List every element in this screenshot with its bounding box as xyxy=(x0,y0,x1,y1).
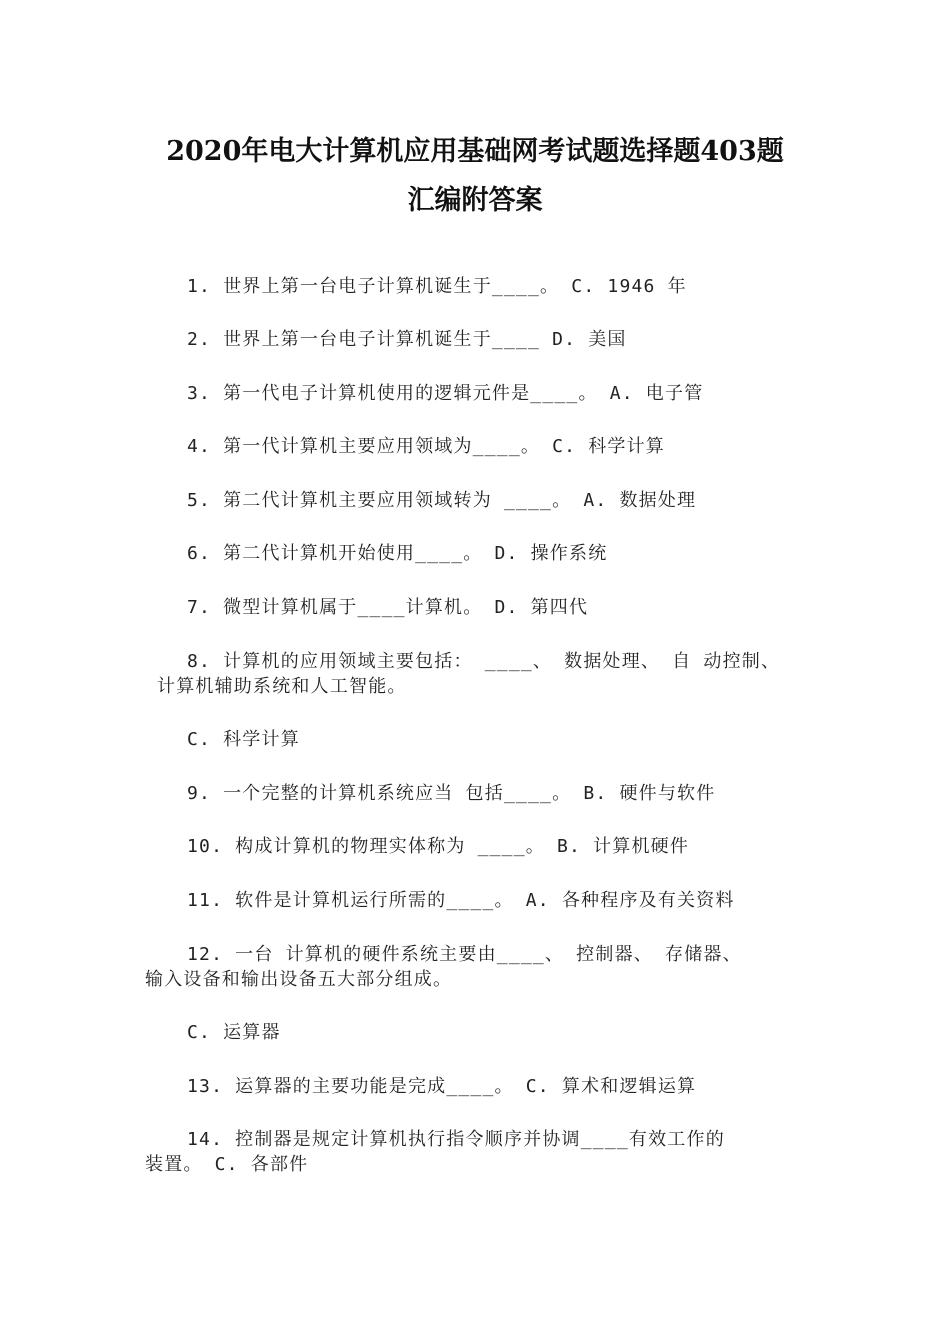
question-13: 13. 运算器的主要功能是完成____。 C. 算术和逻辑运算 xyxy=(187,1076,697,1097)
question-4: 4. 第一代计算机主要应用领域为____。 C. 科学计算 xyxy=(187,436,666,457)
question-14-line-1: 14. 控制器是规定计算机执行指令顺序并协调____有效工作的 xyxy=(187,1129,725,1150)
question-8-answer: C. 科学计算 xyxy=(187,729,300,750)
question-1: 1. 世界上第一台电子计算机诞生于____。 C. 1946 年 xyxy=(187,276,687,297)
question-6: 6. 第二代计算机开始使用____。 D. 操作系统 xyxy=(187,543,608,564)
document-title-line-1: 2020年电大计算机应用基础网考试题选择题403题 xyxy=(166,136,784,167)
question-3: 3. 第一代电子计算机使用的逻辑元件是____。 A. 电子管 xyxy=(187,383,704,404)
question-10: 10. 构成计算机的物理实体称为 ____。 B. 计算机硬件 xyxy=(187,836,690,857)
question-9: 9. 一个完整的计算机系统应当 包括____。 B. 硬件与软件 xyxy=(187,783,716,804)
question-2: 2. 世界上第一台电子计算机诞生于____ D. 美国 xyxy=(187,329,627,350)
question-12-line-2: 输入设备和输出设备五大部分组成。 xyxy=(145,969,453,990)
question-12-answer: C. 运算器 xyxy=(187,1022,281,1043)
document-title-line-2: 汇编附答案 xyxy=(407,185,543,216)
question-12-line-1: 12. 一台 计算机的硬件系统主要由____、 控制器、 存储器、 xyxy=(187,944,742,965)
question-11: 11. 软件是计算机运行所需的____。 A. 各种程序及有关资料 xyxy=(187,890,735,911)
question-14-line-2: 装置。 C. 各部件 xyxy=(145,1154,309,1175)
question-7: 7. 微型计算机属于____计算机。 D. 第四代 xyxy=(187,597,589,618)
question-8-line-2: 计算机辅助系统和人工智能。 xyxy=(157,676,407,697)
question-5: 5. 第二代计算机主要应用领域转为 ____。 A. 数据处理 xyxy=(187,490,697,511)
question-8-line-1: 8. 计算机的应用领域主要包括： ____、 数据处理、 自 动控制、 xyxy=(187,651,781,672)
